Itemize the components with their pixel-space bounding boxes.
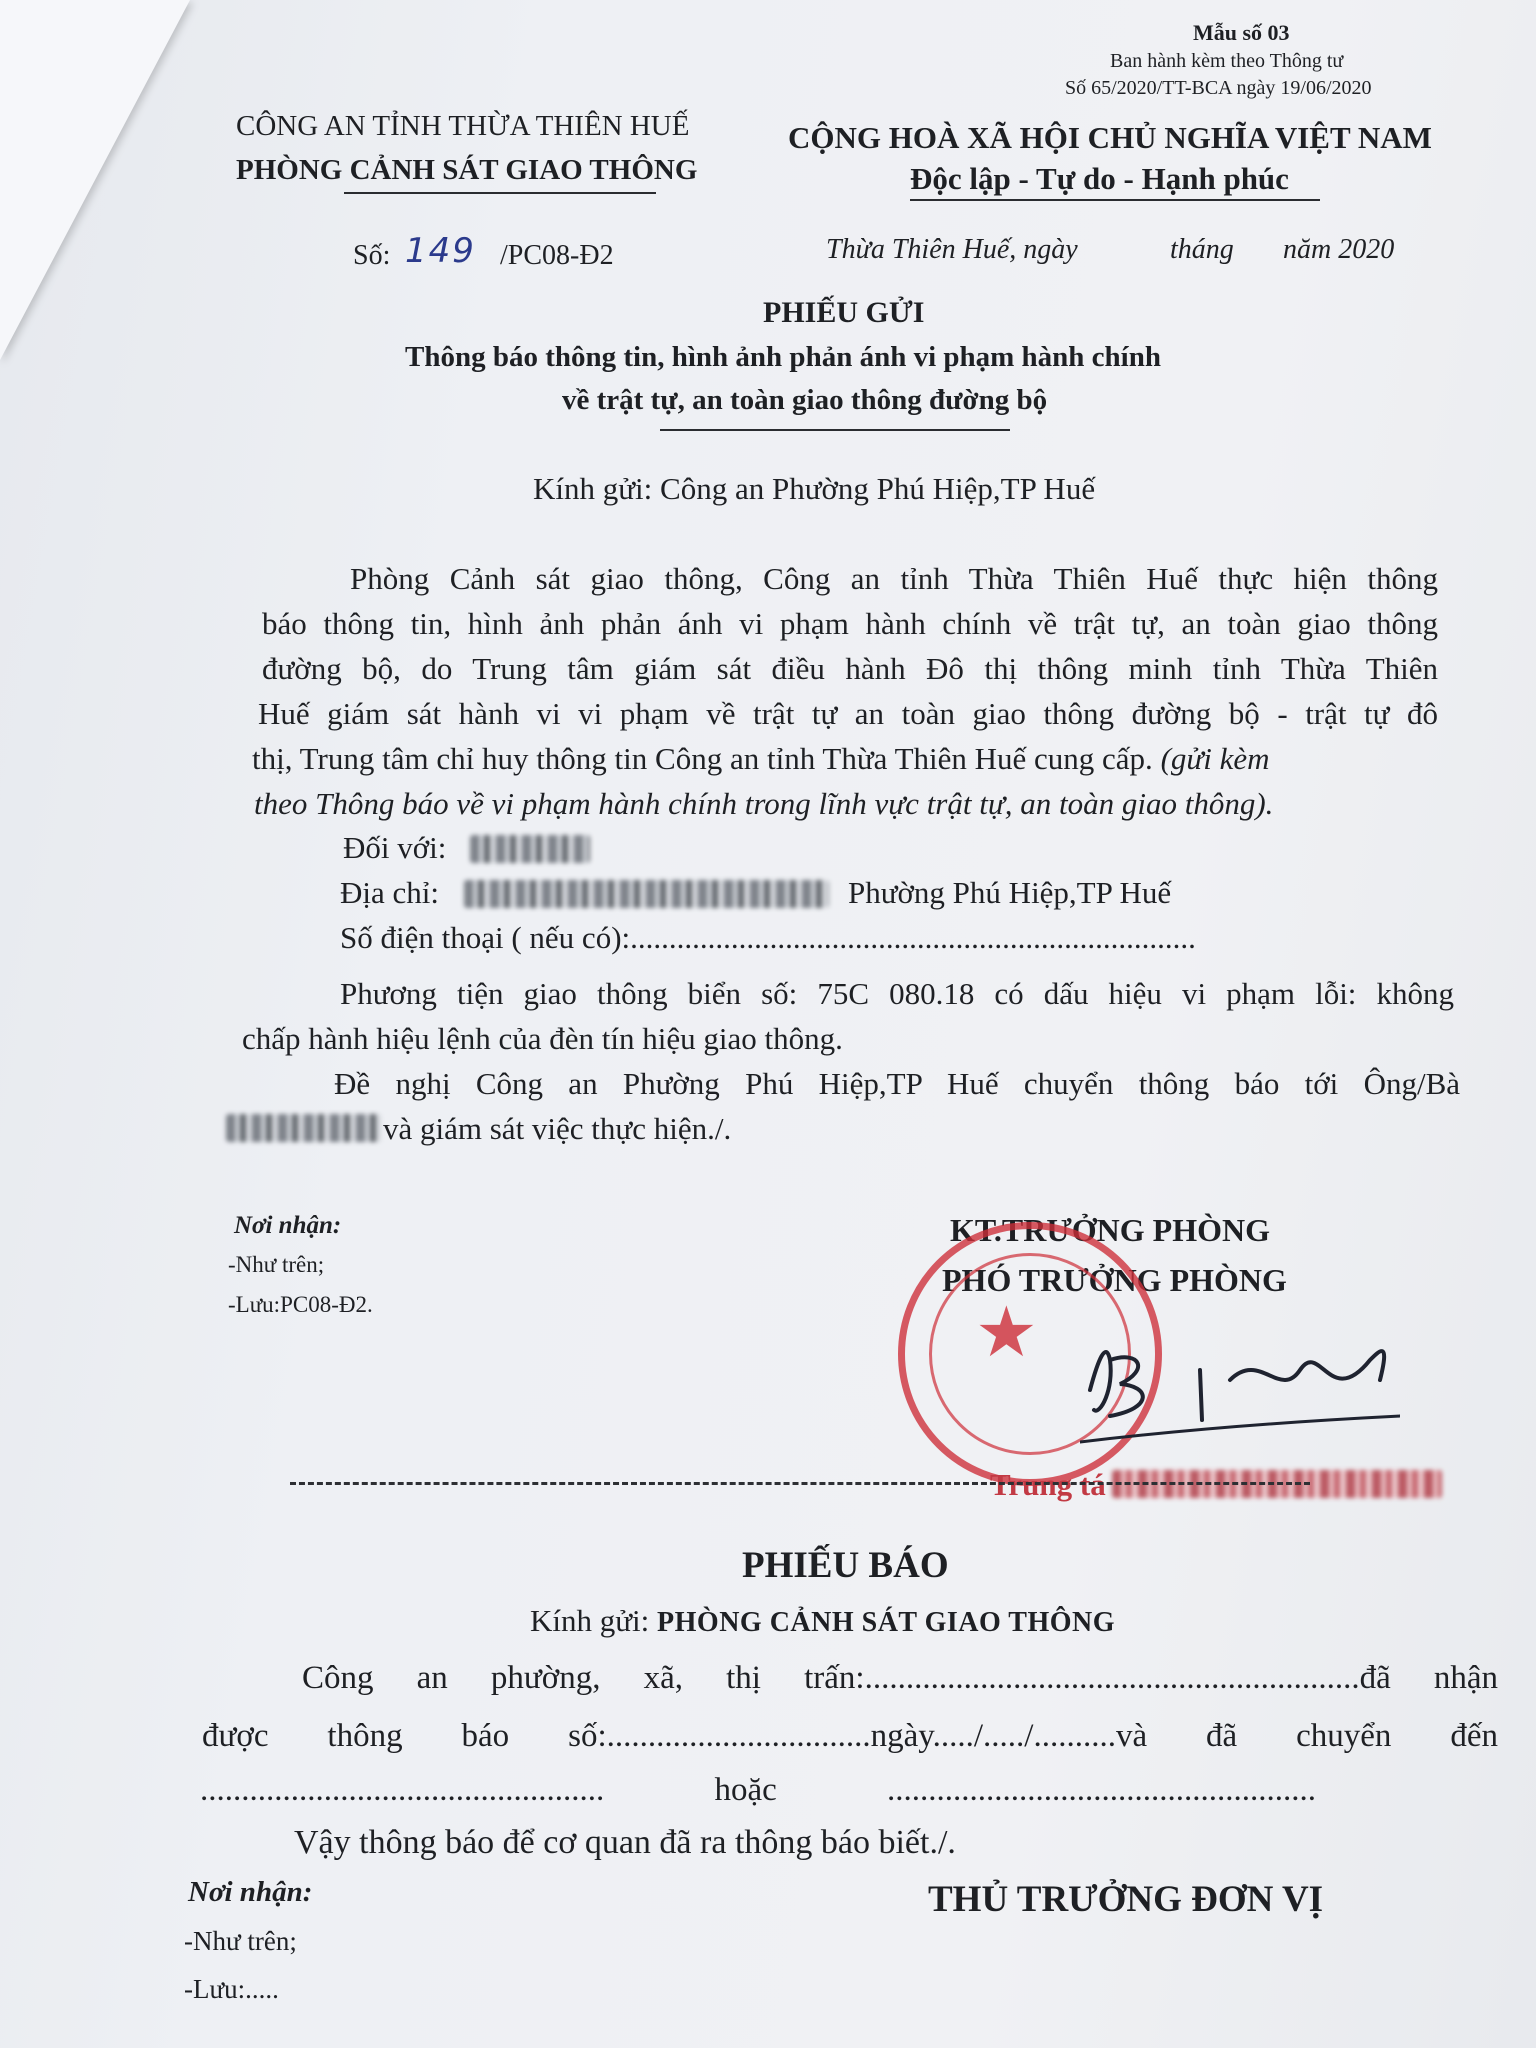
request-line-1: Đề nghị Công an Phường Phú Hiệp,TP Huế chuyển thông báo tới Ông/Bà — [334, 1066, 1460, 1101]
paragraph-line-5-italic: (gửi kèm — [1160, 741, 1270, 776]
document-title: PHIẾU GỬI — [763, 296, 925, 329]
agency-parent: CÔNG AN TỈNH THỪA THIÊN HUẾ — [236, 110, 690, 142]
report-line-1: Công an phường, xã, thị trấn:............................................................đã nhận — [302, 1660, 1498, 1696]
signer-title-1: KT.TRƯỞNG PHÒNG — [950, 1212, 1270, 1248]
month-label: tháng — [1170, 234, 1234, 265]
report-recipient-name: PHÒNG CẢNH SÁT GIAO THÔNG — [657, 1607, 1116, 1638]
vehicle-line-2: chấp hành hiệu lệnh của đèn tín hiệu giao thông. — [242, 1021, 843, 1056]
year-label: năm 2020 — [1283, 234, 1395, 265]
redacted-address — [464, 880, 829, 908]
phone-line: Số điện thoại ( nếu có):......................................................................... — [340, 920, 1196, 955]
recipients-item-1: -Như trên; — [228, 1252, 325, 1277]
document-number-suffix: /PC08-Đ2 — [500, 240, 614, 271]
document-subtitle-line2: về trật tự, an toàn giao thông đường bộ — [562, 384, 1048, 416]
report-title: PHIẾU BÁO — [742, 1545, 949, 1586]
report-recipients-item-2: -Lưu:..... — [184, 1974, 279, 2004]
recipients-item-2: -Lưu:PC08-Đ2. — [228, 1292, 373, 1317]
paragraph-line-1: Phòng Cảnh sát giao thông, Công an tỉnh Thừa Thiên Huế thực hiện thông — [350, 561, 1438, 596]
agency-name: PHÒNG CẢNH SÁT GIAO THÔNG — [236, 154, 698, 186]
circular-reference: Số 65/2020/TT-BCA ngày 19/06/2020 — [1065, 77, 1372, 99]
address-ward: Phường Phú Hiệp,TP Huế — [848, 875, 1172, 910]
place-date: Thừa Thiên Huế, ngày — [826, 234, 1078, 265]
page-fold-corner — [0, 0, 190, 360]
document-number-handwritten: 149 — [405, 231, 476, 271]
report-line-2: được thông báo số:................................ngày...../...../..........và đã chuyển đến — [202, 1718, 1498, 1754]
cut-line — [290, 1482, 1310, 1485]
to-label: Đối với: — [343, 830, 447, 865]
paragraph-line-2: báo thông tin, hình ảnh phản ánh vi phạm hành chính về trật tự, an toàn giao thông — [262, 606, 1438, 641]
request-line-2: và giám sát việc thực hiện./. — [383, 1111, 732, 1146]
redacted-person — [226, 1114, 381, 1142]
seal-star-icon: ★ — [975, 1291, 1038, 1373]
paragraph-line-5-text: thị, Trung tâm chỉ huy thông tin Công an tỉnh Thừa Thiên Huế cung cấp. — [252, 741, 1153, 776]
paragraph-line-3: đường bộ, do Trung tâm giám sát điều hành Đô thị thông minh tỉnh Thừa Thiên — [262, 651, 1438, 686]
report-recipient-prefix: Kính gửi: — [530, 1603, 650, 1638]
report-signer: THỦ TRƯỞNG ĐƠN VỊ — [928, 1879, 1324, 1920]
signer-title-2: PHÓ TRƯỞNG PHÒNG — [942, 1262, 1287, 1298]
paragraph-line-4: Huế giám sát hành vi vi phạm về trật tự an toàn giao thông đường bộ - trật tự đô — [258, 696, 1438, 731]
paragraph-line-6: theo Thông báo về vi phạm hành chính trong lĩnh vực trật tự, an toàn giao thông). — [254, 786, 1274, 821]
handwritten-signature — [1080, 1320, 1400, 1450]
signer-rank: Trung tá — [990, 1467, 1106, 1502]
report-recipient — [530, 1598, 1115, 1645]
form-number: Mẫu số 03 — [1193, 20, 1290, 45]
report-recipients-label: Nơi nhận: — [188, 1876, 313, 1908]
recipient-line: Kính gửi: Công an Phường Phú Hiệp,TP Huế — [533, 471, 1096, 506]
document-number-prefix: Số: — [353, 240, 391, 271]
nation-motto: Độc lập - Tự do - Hạnh phúc — [910, 161, 1289, 196]
subtitle-underline — [660, 429, 1010, 431]
nation-title: CỘNG HOÀ XÃ HỘI CHỦ NGHĨA VIỆT NAM — [788, 120, 1432, 155]
report-line-4: Vậy thông báo để cơ quan đã ra thông báo biết./. — [294, 1824, 956, 1861]
report-line-3: ................................................. hoặc .................................................... — [200, 1772, 1316, 1808]
paragraph-line-5 — [252, 736, 1270, 781]
issued-with-text: Ban hành kèm theo Thông tư — [1110, 50, 1344, 72]
agency-underline — [344, 192, 656, 194]
recipients-label: Nơi nhận: — [234, 1212, 342, 1239]
document-subtitle-line1: Thông báo thông tin, hình ảnh phản ánh vi phạm hành chính — [405, 341, 1161, 373]
report-recipients-item-1: -Như trên; — [184, 1926, 297, 1956]
address-label: Địa chỉ: — [340, 875, 439, 910]
redacted-name — [470, 835, 590, 863]
vehicle-line-1: Phương tiện giao thông biển số: 75C 080.18 có dấu hiệu vi phạm lỗi: không — [340, 976, 1454, 1011]
motto-underline — [910, 199, 1320, 201]
